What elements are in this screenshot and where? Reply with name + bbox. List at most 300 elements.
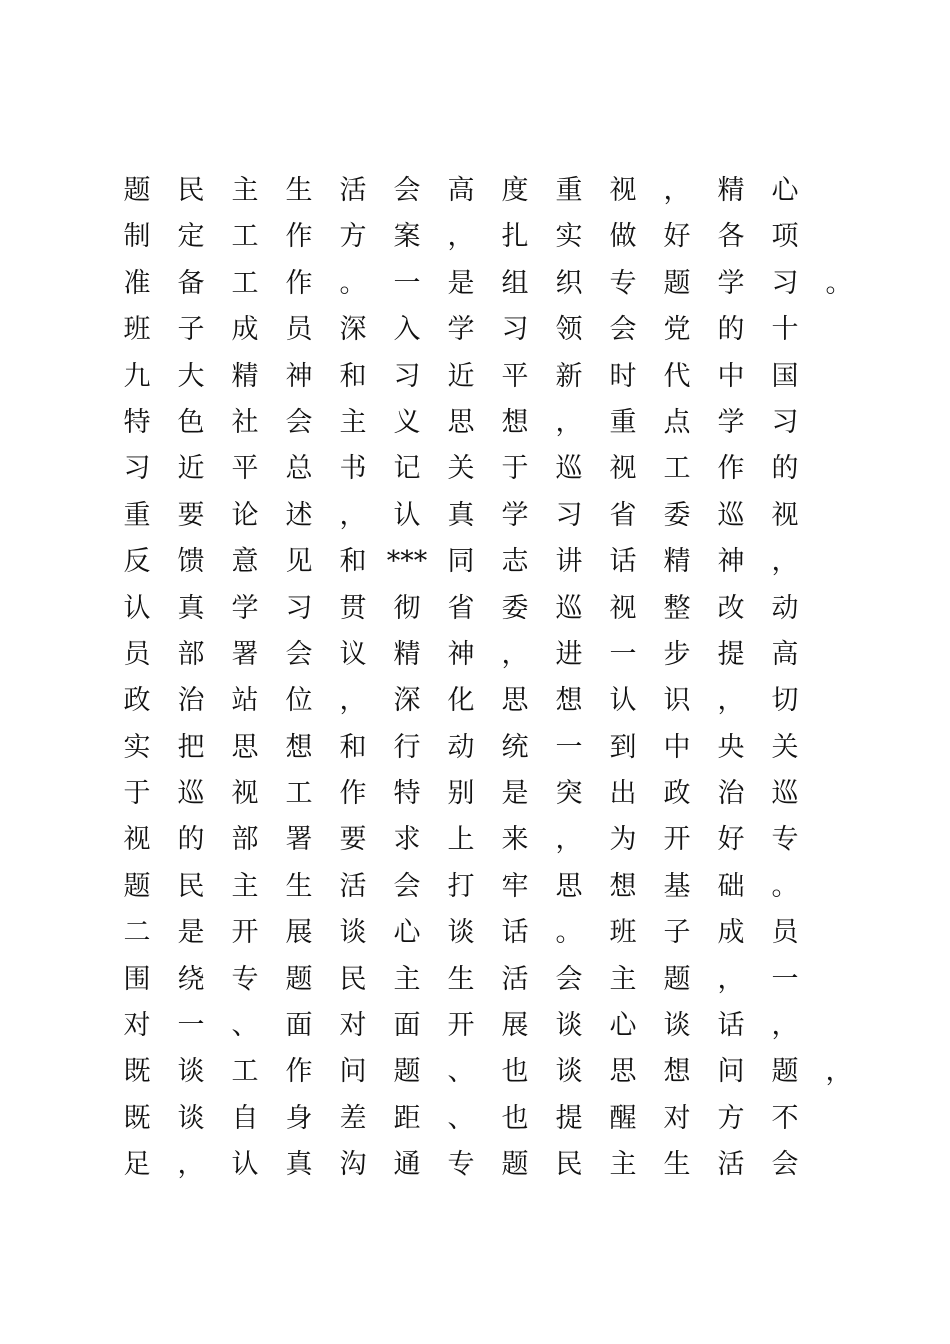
glyph: 工	[663, 453, 691, 485]
glyph: 想	[609, 870, 637, 902]
glyph: 主	[393, 963, 421, 995]
glyph: 近	[447, 360, 475, 392]
glyph: 各	[717, 221, 745, 253]
glyph: 习	[123, 453, 151, 485]
glyph: 通	[393, 1149, 421, 1181]
glyph: 会	[393, 870, 421, 902]
glyph: 思	[609, 1056, 637, 1088]
glyph: 专	[609, 267, 637, 299]
glyph: 学	[231, 592, 259, 624]
glyph: 作	[717, 453, 745, 485]
glyph: 学	[717, 406, 745, 438]
glyph: 重	[609, 406, 637, 438]
glyph: 的	[717, 314, 745, 346]
glyph: 一	[177, 1010, 205, 1042]
glyph: 工	[231, 1056, 259, 1088]
glyph: 深	[393, 685, 421, 717]
glyph: 自	[231, 1102, 259, 1134]
glyph: 生	[285, 175, 313, 206]
glyph: 项	[771, 221, 799, 253]
glyph: 实	[555, 221, 583, 253]
text-line	[110, 214, 830, 260]
glyph: 巡	[555, 592, 583, 624]
glyph: 专	[771, 824, 799, 856]
glyph: ，	[825, 1056, 853, 1088]
glyph: 专	[231, 963, 259, 995]
glyph: 志	[501, 546, 529, 578]
glyph: 话	[609, 546, 637, 578]
glyph: 会	[609, 314, 637, 346]
glyph: 做	[609, 221, 637, 253]
glyph: 中	[717, 360, 745, 392]
glyph: 色	[177, 406, 205, 438]
glyph: 醒	[609, 1102, 637, 1134]
glyph: 民	[555, 1149, 583, 1181]
glyph: 提	[555, 1102, 583, 1134]
glyph: 论	[231, 499, 259, 531]
glyph: 绕	[177, 963, 205, 995]
glyph: 好	[717, 824, 745, 856]
glyph: 视	[609, 175, 637, 206]
glyph: 视	[231, 778, 259, 810]
glyph: 谈	[177, 1056, 205, 1088]
glyph: 贯	[339, 592, 367, 624]
text-line	[110, 725, 830, 771]
text-line	[110, 678, 830, 724]
glyph: ，	[501, 638, 529, 670]
glyph: 委	[501, 592, 529, 624]
glyph: 工	[231, 221, 259, 253]
glyph: 彻	[393, 592, 421, 624]
glyph: ，	[447, 221, 475, 253]
text-line	[110, 817, 830, 863]
glyph: 署	[231, 638, 259, 670]
glyph: 关	[447, 453, 475, 485]
glyph: 一	[609, 638, 637, 670]
glyph: 展	[501, 1010, 529, 1042]
glyph: 面	[393, 1010, 421, 1042]
glyph: 视	[609, 592, 637, 624]
glyph: 备	[177, 267, 205, 299]
glyph: 署	[285, 824, 313, 856]
glyph: 是	[177, 917, 205, 949]
glyph: 重	[123, 499, 151, 531]
glyph: 述	[285, 499, 313, 531]
body-text	[110, 168, 853, 1189]
glyph: 精	[663, 546, 691, 578]
glyph: 把	[177, 731, 205, 763]
text-line	[110, 1049, 853, 1095]
glyph: 民	[177, 870, 205, 902]
glyph: 识	[663, 685, 691, 717]
glyph: 主	[609, 963, 637, 995]
glyph: 代	[663, 360, 691, 392]
glyph: 活	[501, 963, 529, 995]
glyph: 面	[285, 1010, 313, 1042]
glyph: 主	[609, 1149, 637, 1181]
glyph: 要	[177, 499, 205, 531]
glyph: 问	[339, 1056, 367, 1088]
glyph: 一	[393, 267, 421, 299]
glyph: 题	[393, 1056, 421, 1088]
glyph: 思	[231, 731, 259, 763]
glyph: 作	[285, 221, 313, 253]
glyph: 既	[123, 1102, 151, 1134]
glyph: 神	[285, 360, 313, 392]
text-line	[110, 446, 830, 492]
glyph: ，	[177, 1149, 205, 1181]
glyph: 认	[231, 1149, 259, 1181]
glyph: 题	[501, 1149, 529, 1181]
glyph: 打	[447, 870, 475, 902]
glyph: 反	[123, 546, 151, 578]
glyph: 新	[555, 360, 583, 392]
glyph: 题	[771, 1056, 799, 1088]
glyph: 部	[231, 824, 259, 856]
glyph: 别	[447, 778, 475, 810]
glyph: 对	[123, 1010, 151, 1042]
glyph: 生	[447, 963, 475, 995]
glyph: 视	[609, 453, 637, 485]
glyph: 作	[285, 1056, 313, 1088]
glyph: 是	[501, 778, 529, 810]
glyph: 谈	[177, 1102, 205, 1134]
glyph: ，	[663, 175, 691, 206]
glyph: ，	[717, 685, 745, 717]
glyph: 意	[231, 546, 259, 578]
glyph: 活	[339, 175, 367, 206]
text-line	[110, 261, 853, 307]
glyph: 习	[501, 314, 529, 346]
glyph: 学	[447, 314, 475, 346]
glyph: 实	[123, 731, 151, 763]
glyph: 高	[771, 638, 799, 670]
glyph: 真	[177, 592, 205, 624]
glyph: 求	[393, 824, 421, 856]
glyph: 会	[285, 406, 313, 438]
glyph: 学	[717, 267, 745, 299]
glyph: 馈	[177, 546, 205, 578]
text-line	[110, 307, 830, 353]
glyph: ，	[717, 963, 745, 995]
glyph: 谈	[447, 917, 475, 949]
glyph: 于	[123, 778, 151, 810]
glyph: 高	[447, 175, 475, 206]
glyph: 开	[447, 1010, 475, 1042]
glyph: 心	[393, 917, 421, 949]
glyph: 话	[717, 1010, 745, 1042]
glyph: 方	[717, 1102, 745, 1134]
glyph: 讲	[555, 546, 583, 578]
glyph: 认	[123, 592, 151, 624]
glyph: 会	[393, 175, 421, 206]
glyph: 也	[501, 1056, 529, 1088]
glyph: 方	[339, 221, 367, 253]
glyph: 开	[231, 917, 259, 949]
glyph: 员	[123, 638, 151, 670]
glyph: 一	[555, 731, 583, 763]
glyph: 思	[501, 685, 529, 717]
glyph: 、	[231, 1010, 259, 1042]
glyph: 、	[447, 1102, 475, 1134]
glyph: 作	[339, 778, 367, 810]
glyph: 记	[393, 453, 421, 485]
glyph: ，	[339, 685, 367, 717]
text-line	[110, 910, 830, 956]
glyph: 党	[663, 314, 691, 346]
text-line	[110, 168, 830, 214]
glyph: 动	[447, 731, 475, 763]
glyph: 度	[501, 175, 529, 206]
glyph: ，	[339, 499, 367, 531]
glyph: ，	[555, 824, 583, 856]
glyph: 真	[447, 499, 475, 531]
glyph: 步	[663, 638, 691, 670]
glyph: 行	[393, 731, 421, 763]
glyph: 近	[177, 453, 205, 485]
glyph: 好	[663, 221, 691, 253]
glyph: 巡	[177, 778, 205, 810]
glyph: 和	[339, 731, 367, 763]
glyph: 神	[717, 546, 745, 578]
glyph: 习	[771, 406, 799, 438]
glyph: 习	[771, 267, 799, 299]
glyph: 距	[393, 1102, 421, 1134]
glyph: 也	[501, 1102, 529, 1134]
text-line	[110, 632, 830, 678]
glyph: 总	[285, 453, 313, 485]
glyph: 心	[609, 1010, 637, 1042]
glyph: 位	[285, 685, 313, 717]
glyph: 学	[501, 499, 529, 531]
glyph: 时	[609, 360, 637, 392]
text-line	[110, 1096, 830, 1142]
glyph: 委	[663, 499, 691, 531]
glyph: 视	[771, 499, 799, 531]
glyph: 治	[177, 685, 205, 717]
glyph: 员	[771, 917, 799, 949]
glyph: 治	[717, 778, 745, 810]
glyph: 真	[285, 1149, 313, 1181]
glyph: 主	[231, 175, 259, 206]
glyph: 于	[501, 453, 529, 485]
glyph: 扎	[501, 221, 529, 253]
glyph: 部	[177, 638, 205, 670]
glyph: 中	[663, 731, 691, 763]
glyph: 谈	[555, 1056, 583, 1088]
glyph: 既	[123, 1056, 151, 1088]
glyph: 和	[339, 546, 367, 578]
glyph: 想	[555, 685, 583, 717]
glyph: 思	[447, 406, 475, 438]
glyph: 会	[555, 963, 583, 995]
glyph: 身	[285, 1102, 313, 1134]
glyph: 精	[231, 360, 259, 392]
glyph: 对	[339, 1010, 367, 1042]
glyph: 大	[177, 360, 205, 392]
glyph: 活	[339, 870, 367, 902]
glyph: 领	[555, 314, 583, 346]
text-line	[110, 539, 830, 585]
glyph: 作	[285, 267, 313, 299]
glyph: 民	[177, 175, 205, 206]
glyph: 认	[393, 499, 421, 531]
glyph: 班	[123, 314, 151, 346]
glyph: 心	[771, 175, 799, 206]
glyph: 足	[123, 1149, 151, 1181]
glyph: 班	[609, 917, 637, 949]
glyph: 子	[663, 917, 691, 949]
glyph: 习	[393, 360, 421, 392]
glyph: 展	[285, 917, 313, 949]
text-line	[110, 1142, 830, 1188]
glyph: 成	[231, 314, 259, 346]
glyph: 题	[123, 870, 151, 902]
text-line	[110, 400, 830, 446]
glyph: 进	[555, 638, 583, 670]
glyph: 精	[393, 638, 421, 670]
glyph: 精	[717, 175, 745, 206]
glyph: 义	[393, 406, 421, 438]
glyph: 生	[285, 870, 313, 902]
glyph: 巡	[717, 499, 745, 531]
text-line	[110, 864, 830, 910]
glyph: 到	[609, 731, 637, 763]
glyph: ，	[771, 546, 799, 578]
glyph: 组	[501, 267, 529, 299]
text-line	[110, 771, 830, 817]
glyph: ，	[555, 406, 583, 438]
glyph: 动	[771, 592, 799, 624]
glyph: 十	[771, 314, 799, 346]
glyph: 想	[663, 1056, 691, 1088]
glyph: 案	[393, 221, 421, 253]
glyph: 子	[177, 314, 205, 346]
glyph: 对	[663, 1102, 691, 1134]
glyph: 要	[339, 824, 367, 856]
glyph: 特	[123, 406, 151, 438]
glyph: 化	[447, 685, 475, 717]
glyph: 见	[285, 546, 313, 578]
glyph: 政	[663, 778, 691, 810]
glyph: 制	[123, 221, 151, 253]
glyph: 想	[285, 731, 313, 763]
glyph: 谈	[555, 1010, 583, 1042]
text-line	[110, 493, 830, 539]
glyph: 主	[339, 406, 367, 438]
glyph: ***	[386, 546, 428, 578]
glyph: 一	[771, 963, 799, 995]
text-line	[110, 957, 830, 1003]
glyph: 不	[771, 1102, 799, 1134]
glyph: 谈	[663, 1010, 691, 1042]
glyph: 。	[555, 917, 583, 949]
glyph: 问	[717, 1056, 745, 1088]
glyph: 生	[663, 1149, 691, 1181]
glyph: 活	[717, 1149, 745, 1181]
glyph: 定	[177, 221, 205, 253]
glyph: 巡	[771, 778, 799, 810]
glyph: 的	[771, 453, 799, 485]
glyph: 同	[447, 546, 475, 578]
glyph: 九	[123, 360, 151, 392]
glyph: 员	[285, 314, 313, 346]
glyph: 省	[609, 499, 637, 531]
text-line	[110, 1003, 830, 1049]
glyph: 。	[339, 267, 367, 299]
glyph: 开	[663, 824, 691, 856]
glyph: 认	[609, 685, 637, 717]
glyph: 沟	[339, 1149, 367, 1181]
glyph: 工	[285, 778, 313, 810]
glyph: 习	[285, 592, 313, 624]
text-line	[110, 354, 830, 400]
glyph: 想	[501, 406, 529, 438]
glyph: 谈	[339, 917, 367, 949]
glyph: 出	[609, 778, 637, 810]
glyph: 平	[501, 360, 529, 392]
glyph: 、	[447, 1056, 475, 1088]
glyph: 和	[339, 360, 367, 392]
glyph: 为	[609, 824, 637, 856]
glyph: 题	[663, 963, 691, 995]
glyph: 题	[285, 963, 313, 995]
glyph: 书	[339, 453, 367, 485]
glyph: 织	[555, 267, 583, 299]
glyph: 重	[555, 175, 583, 206]
text-line	[110, 586, 830, 632]
glyph: 深	[339, 314, 367, 346]
glyph: 巡	[555, 453, 583, 485]
glyph: 。	[771, 870, 799, 902]
glyph: 主	[231, 870, 259, 902]
glyph: 题	[663, 267, 691, 299]
glyph: 成	[717, 917, 745, 949]
glyph: 准	[123, 267, 151, 299]
glyph: 关	[771, 731, 799, 763]
glyph: 省	[447, 592, 475, 624]
glyph: 特	[393, 778, 421, 810]
glyph: 切	[771, 685, 799, 717]
glyph: 上	[447, 824, 475, 856]
glyph: 视	[123, 824, 151, 856]
glyph: 题	[123, 175, 151, 206]
glyph: 围	[123, 963, 151, 995]
glyph: 是	[447, 267, 475, 299]
glyph: 民	[339, 963, 367, 995]
glyph: 工	[231, 267, 259, 299]
glyph: 基	[663, 870, 691, 902]
glyph: 会	[771, 1149, 799, 1181]
glyph: 二	[123, 917, 151, 949]
glyph: 整	[663, 592, 691, 624]
glyph: 国	[771, 360, 799, 392]
glyph: 政	[123, 685, 151, 717]
glyph: 来	[501, 824, 529, 856]
glyph: 统	[501, 731, 529, 763]
glyph: 平	[231, 453, 259, 485]
glyph: 牢	[501, 870, 529, 902]
glyph: 习	[555, 499, 583, 531]
glyph: 的	[177, 824, 205, 856]
glyph: 会	[285, 638, 313, 670]
glyph: 改	[717, 592, 745, 624]
glyph: 入	[393, 314, 421, 346]
glyph: 。	[825, 267, 853, 299]
glyph: 提	[717, 638, 745, 670]
glyph: 神	[447, 638, 475, 670]
glyph: 突	[555, 778, 583, 810]
